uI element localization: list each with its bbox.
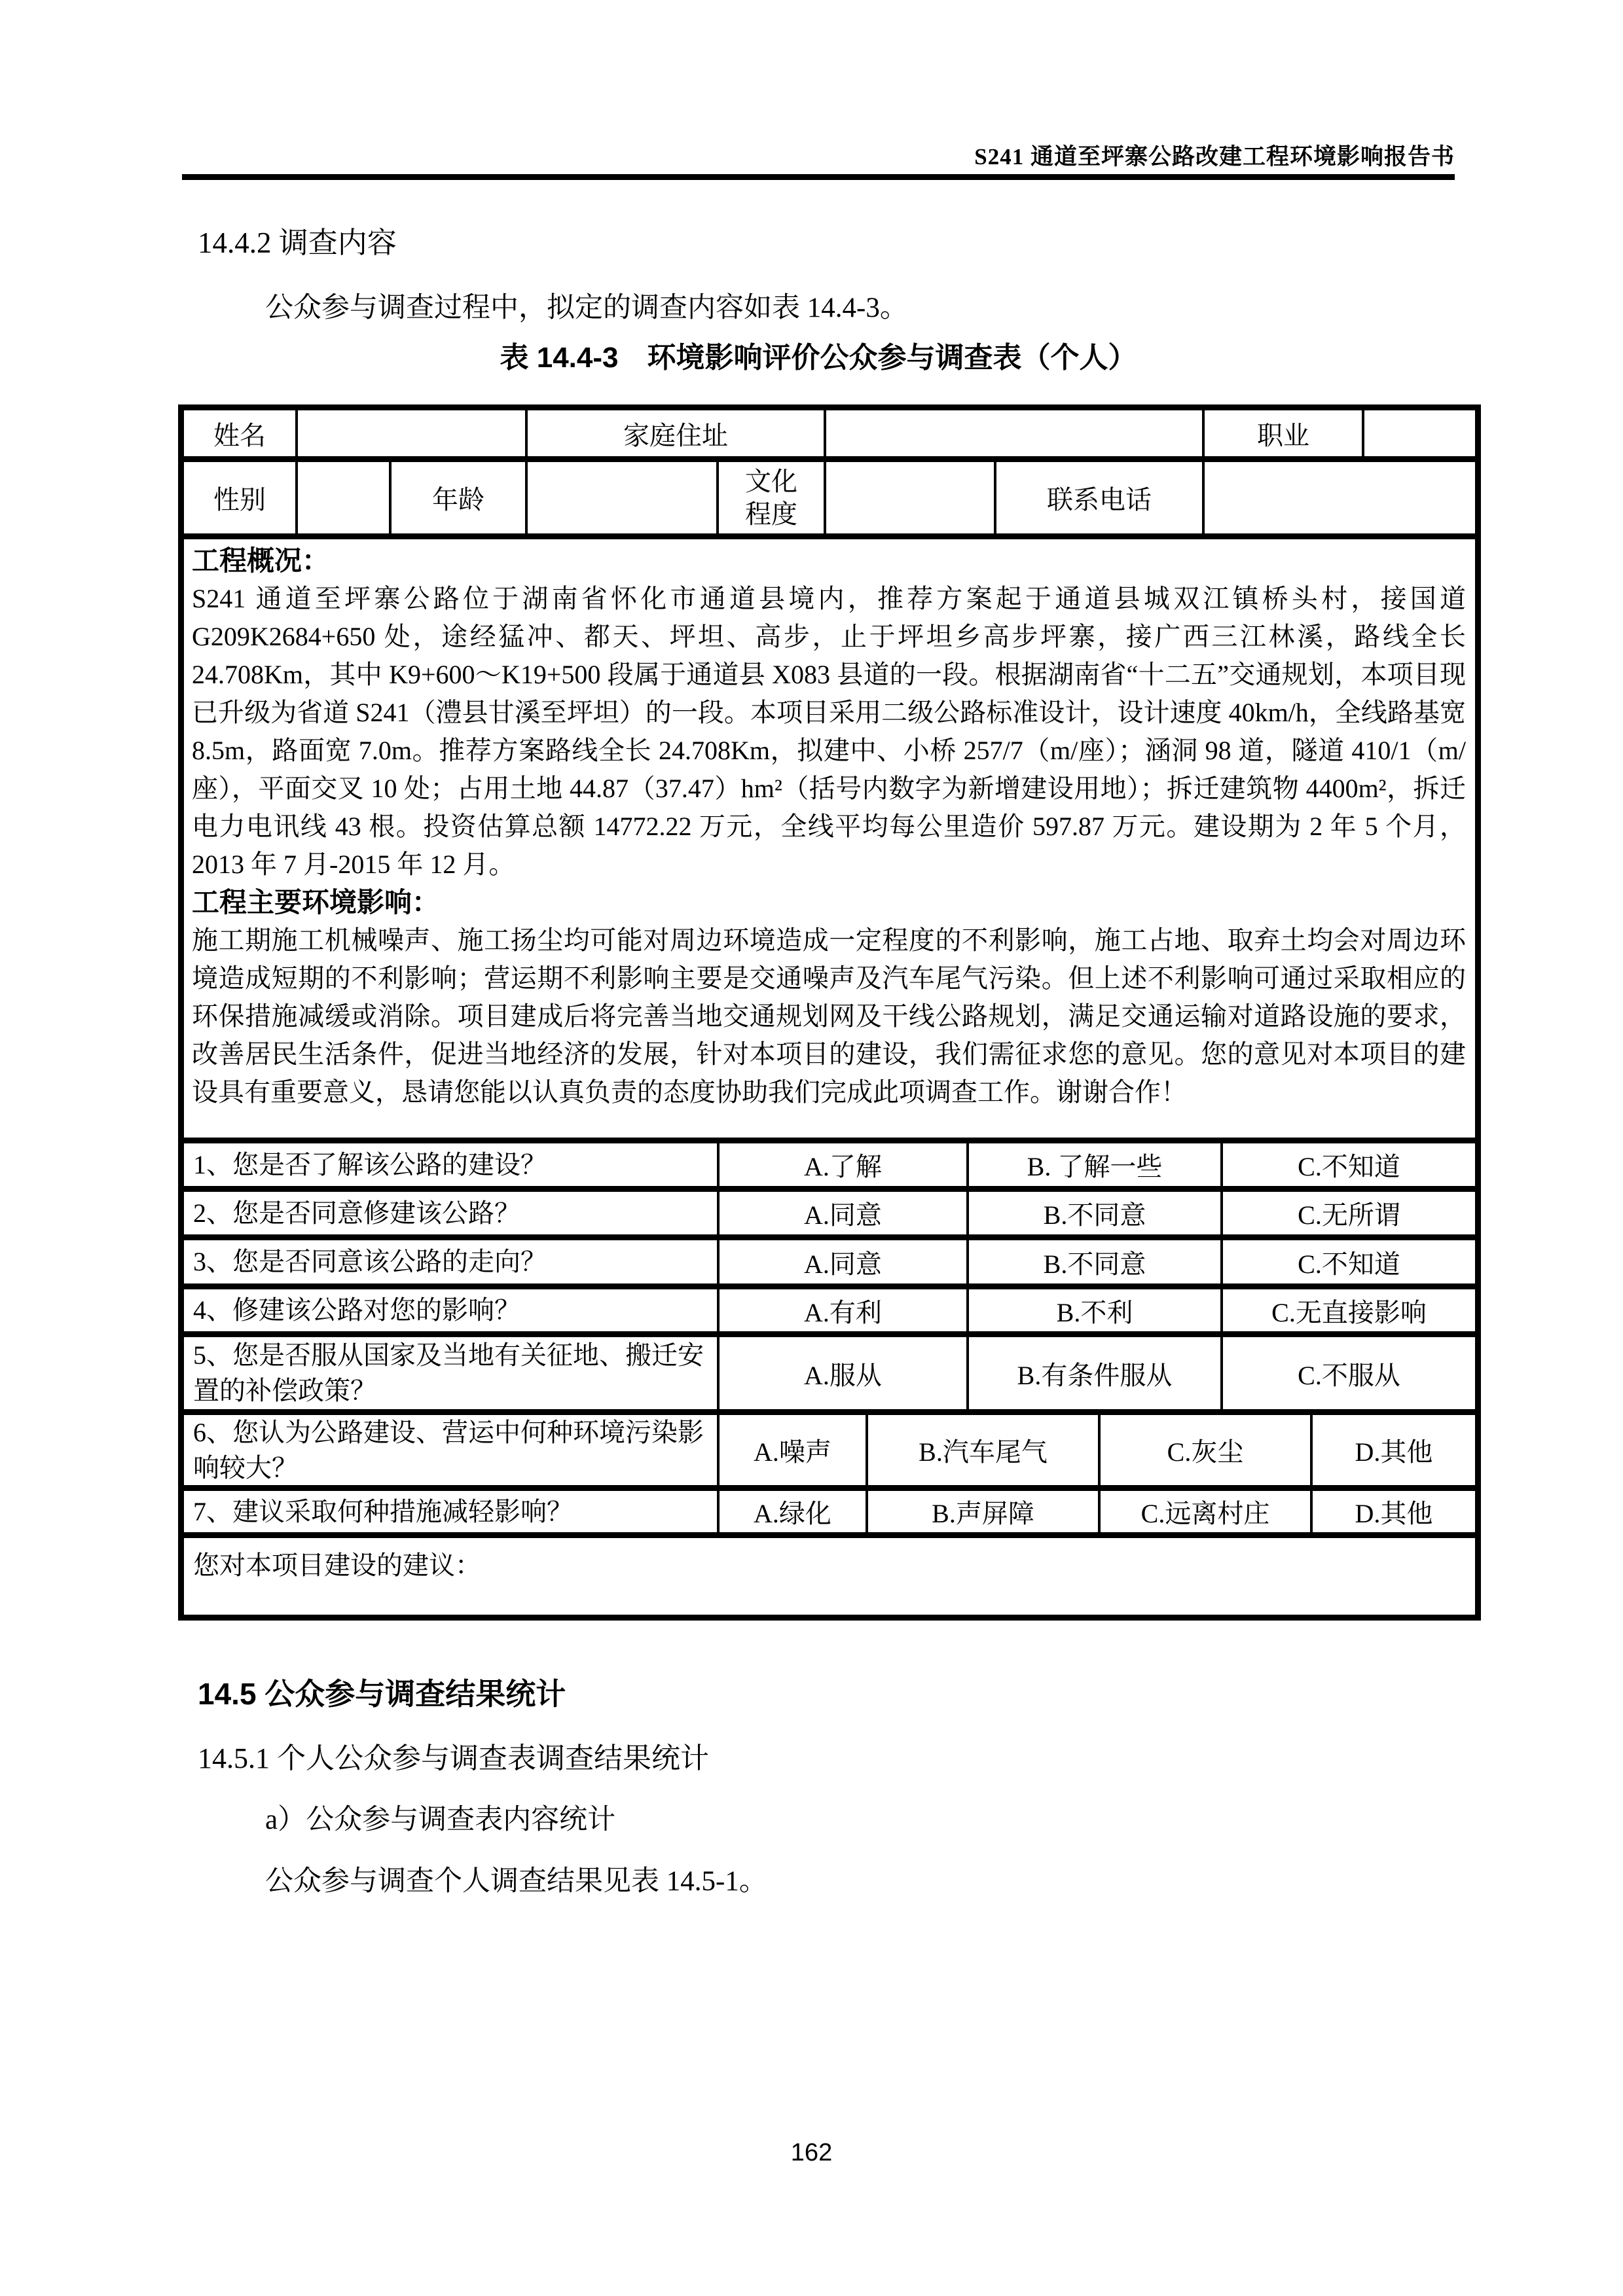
option-c: C.不服从 — [1220, 1337, 1475, 1409]
age-label: 年龄 — [389, 462, 525, 533]
phone-label: 联系电话 — [994, 462, 1202, 533]
question-text: 6、您认为公路建设、营运中何种环境污染影响较大？ — [193, 1417, 704, 1482]
option-c: C.不知道 — [1220, 1143, 1475, 1186]
option-a: A.同意 — [717, 1240, 966, 1283]
impacts-title: 工程主要环境影响： — [192, 887, 440, 918]
option-c: C.无直接影响 — [1220, 1289, 1475, 1331]
age-value-cell — [525, 462, 716, 533]
name-label: 姓名 — [213, 420, 266, 450]
option-b: B.不利 — [966, 1289, 1220, 1331]
occupation-label: 职业 — [1202, 410, 1362, 456]
overview-title: 工程概况： — [192, 545, 330, 576]
question-text: 7、建议采取何种措施减轻影响？ — [193, 1496, 573, 1526]
option-b: B.汽车尾气 — [866, 1415, 1098, 1485]
option-c: C.不知道 — [1220, 1240, 1475, 1283]
question-row-2 — [184, 1186, 1475, 1234]
option-d: D.其他 — [1310, 1415, 1475, 1485]
running-header-title: S241 通道至坪寨公路改建工程环境影响报告书 — [974, 144, 1455, 170]
education-label — [716, 462, 824, 533]
question-row-7 — [184, 1485, 1475, 1532]
option-b: B.声屏障 — [866, 1491, 1098, 1532]
project-description-block — [184, 533, 1475, 1138]
section-heading-14-4-2: 14.4.2 调查内容 — [198, 226, 397, 259]
question-text: 2、您是否同意修建该公路？ — [193, 1198, 520, 1228]
question-row-1 — [184, 1138, 1475, 1186]
option-a: A.服从 — [717, 1337, 966, 1409]
option-b: B.有条件服从 — [966, 1337, 1220, 1409]
question-row-6 — [184, 1409, 1475, 1485]
suggestion-row — [184, 1532, 1475, 1615]
question-row-4 — [184, 1283, 1475, 1331]
name-value-cell — [295, 410, 525, 456]
table-caption: 表 14.4-3 环境影响评价公众参与调查表（个人） — [500, 342, 1137, 374]
education-value-cell — [824, 462, 994, 533]
option-c: C.灰尘 — [1098, 1415, 1310, 1485]
survey-form-table — [178, 404, 1481, 1621]
option-b: B.不同意 — [966, 1240, 1220, 1283]
info-row-2 — [184, 456, 1475, 533]
section-heading-14-5: 14.5 公众参与调查结果统计 — [198, 1677, 566, 1711]
phone-value-cell — [1202, 462, 1475, 533]
option-c: C.远离村庄 — [1098, 1491, 1310, 1532]
suggestion-label: 您对本项目建设的建议： — [193, 1551, 481, 1580]
address-label: 家庭住址 — [525, 410, 824, 456]
occupation-value-cell — [1362, 410, 1475, 456]
question-text: 3、您是否同意该公路的走向？ — [193, 1247, 547, 1276]
option-b: B.不同意 — [966, 1192, 1220, 1234]
option-a: A.有利 — [717, 1289, 966, 1331]
address-value-cell — [824, 410, 1202, 456]
intro-paragraph: 公众参与调查过程中，拟定的调查内容如表 14.4-3。 — [265, 293, 908, 323]
question-text: 1、您是否了解该公路的建设？ — [193, 1149, 547, 1179]
option-a: A.同意 — [717, 1192, 966, 1234]
header-rule — [182, 174, 1455, 180]
overview-text: S241 通道至坪寨公路位于湖南省怀化市通道县境内，推荐方案起于通道县城双江镇桥头村，接国道 G209K2684+650 处，途经猛冲、都天、坪坦、高步，止于坪坦乡高步坪寨，接广西三江林溪，路线全长 24.708Km，其中 K9+600～K19+500 段属于通道县 X083 县道的一段。根据湖南省“十二五”交通规划，本项目现已升级为省道 S241（澧县甘溪至坪坦）的一段。本项目采用二级公路标准设计，设计速度 40km/h，全线路基宽 8.5m，路面宽 7.0m。推荐方案路线全长 24.708Km，拟建中、小桥 257/7（m/座）；涵洞 98 道，隧道 410/1（m/座），平面交叉 10 处；占用土地 44.87（37.47）hm²（括号内数字为新增建设用地）；拆迁建筑物 4400m²，拆迁电力电讯线 43 根。投资估算总额 14772.22 万元，全线平均每公里造价 597.87 万元。建设期为 2 年 5 个月，2013 年 7 月-2015 年 12 月。 — [192, 584, 1466, 879]
question-text: 5、您是否服从国家及当地有关征地、搬迁安置的补偿政策？ — [193, 1340, 704, 1405]
question-row-5 — [184, 1331, 1475, 1409]
option-b: B. 了解一些 — [966, 1143, 1220, 1186]
question-row-3 — [184, 1234, 1475, 1283]
page-number: 162 — [790, 2139, 833, 2166]
option-c: C.无所谓 — [1220, 1192, 1475, 1234]
option-d: D.其他 — [1310, 1491, 1475, 1532]
option-a: A.噪声 — [717, 1415, 866, 1485]
question-text: 4、修建该公路对您的影响？ — [193, 1295, 520, 1325]
education-label-text: 文化程度 — [745, 466, 797, 529]
gender-value-cell — [295, 462, 389, 533]
info-row-1 — [184, 410, 1475, 456]
option-a: A.了解 — [717, 1143, 966, 1186]
option-a: A.绿化 — [717, 1491, 866, 1532]
subsection-a-heading: a）公众参与调查表内容统计 — [265, 1804, 616, 1835]
impacts-text: 施工期施工机械噪声、施工扬尘均可能对周边环境造成一定程度的不利影响，施工占地、取弃土均会对周边环境造成短期的不利影响；营运期不利影响主要是交通噪声及汽车尾气污染。但上述不利影响可通过采取相应的环保措施减缓或消除。项目建成后将完善当地交通规划网及干线公路规划，满足交通运输对道路设施的要求，改善居民生活条件，促进当地经济的发展，针对本项目的建设，我们需征求您的意见。您的意见对本项目的建设具有重要意义，恳请您能以认真负责的态度协助我们完成此项调查工作。谢谢合作！ — [192, 925, 1466, 1107]
section-heading-14-5-1: 14.5.1 个人公众参与调查表调查结果统计 — [198, 1742, 709, 1774]
see-table-note: 公众参与调查个人调查结果见表 14.5-1。 — [265, 1866, 767, 1897]
gender-label: 性别 — [213, 485, 266, 514]
